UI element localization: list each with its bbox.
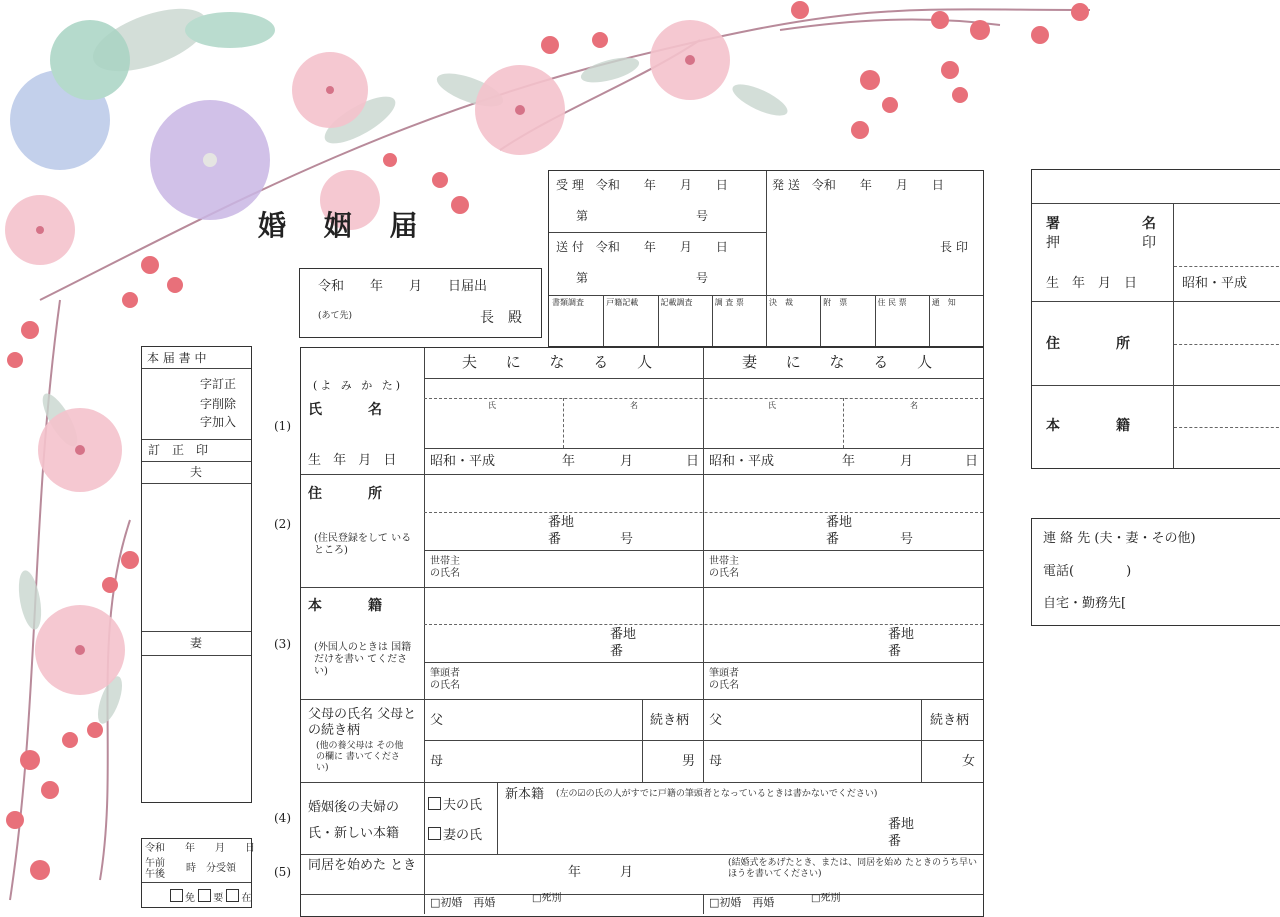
correction-item-2: 字削除 (200, 397, 237, 411)
filing-date[interactable]: 令和 年 月 日届出 (318, 279, 488, 294)
wife-birth-era[interactable]: 昭和・平成 (709, 454, 775, 469)
wife-ban: 番 (826, 532, 840, 547)
address-note: (住民登録をして いるところ) (314, 533, 412, 556)
husband-mother: 母 (430, 754, 444, 769)
receipt-am: 午前 (145, 858, 165, 869)
wife-banchi: 番地 (826, 515, 853, 530)
form-title: 婚 姻 届 (258, 209, 432, 242)
witness-sign-b: 名 (1142, 216, 1156, 232)
witness-sign-a: 署 (1046, 216, 1060, 232)
wife-birth-month: 月 (900, 454, 914, 469)
new-honseki-label: 新本籍 (505, 787, 545, 802)
address-label: 住 所 (308, 486, 388, 502)
husband-birth-month: 月 (620, 454, 634, 469)
reception-col-6: 住 民 票 (877, 298, 907, 307)
correction-wife: 妻 (190, 636, 203, 650)
addressee-label: (あて先) (318, 311, 353, 321)
husband-birth-year: 年 (562, 454, 576, 469)
reception-col-3: 調 査 票 (714, 298, 744, 307)
sofu-number: 第 号 (576, 271, 709, 285)
wife-death-option: □死別 (811, 893, 841, 904)
wife-go: 号 (900, 532, 914, 547)
husband-birth-day: 日 (686, 454, 700, 469)
chief-label[interactable]: 長 殿 (480, 310, 522, 326)
contact-label: 連 絡 先 (夫・妻・その他) (1043, 531, 1196, 546)
correction-header: 本 届 書 中 (147, 351, 207, 365)
wife-honseki-banchi: 番地 (888, 627, 915, 642)
husband-hitto: 筆頭者 の氏名 (430, 668, 460, 691)
cohabitation-label: 同居を始めた とき (308, 858, 417, 873)
receipt-checks: 免 要 在 (170, 889, 251, 904)
reading-label: (よ み か た) (313, 379, 404, 392)
wife-given-hint: 名 (910, 401, 918, 410)
hasso-line: 発 送 令和 年 月 日 (772, 178, 944, 192)
correction-item-3: 字加入 (200, 415, 237, 429)
husband-column-head: 夫 に な る 人 (462, 353, 665, 371)
row-number-1: (1) (274, 419, 291, 433)
witness-seal-a: 押 (1046, 235, 1060, 251)
wife-hitto: 筆頭者 の氏名 (709, 668, 739, 691)
new-surname-label: 婚姻後の夫婦の 氏・新しい本籍 (308, 800, 400, 841)
row-number-3: (3) (274, 637, 291, 651)
husband-death-option: □死別 (532, 893, 562, 904)
wife-relation: 続き柄 (930, 713, 970, 728)
contact-phone[interactable]: 電話( ) (1043, 564, 1132, 579)
receipt-pm: 午後 (145, 869, 165, 880)
wife-surname-option[interactable]: 妻の氏 (428, 827, 482, 842)
husband-marriage-history: □初婚 再婚 (430, 896, 496, 909)
new-honseki-ban: 番 (888, 834, 902, 849)
husband-household-head: 世帯主 の氏名 (430, 556, 460, 579)
husband-go: 号 (620, 532, 634, 547)
husband-ban: 番 (548, 532, 562, 547)
witness-address-label: 住 所 (1046, 336, 1130, 352)
wife-father: 父 (709, 713, 723, 728)
witness-honseki-label: 本 籍 (1046, 418, 1130, 434)
juri-number: 第 号 (576, 209, 709, 223)
honseki-label: 本 籍 (308, 598, 388, 614)
receipt-time: 時 分受領 (186, 863, 236, 874)
reception-col-5: 附 票 (823, 298, 848, 307)
husband-surname-hint: 氏 (488, 401, 496, 410)
honseki-note: (外国人のときは 国籍だけを書い てください) (314, 642, 412, 677)
parents-note: (他の養父母は その他の欄に 書いてください) (316, 741, 404, 773)
wife-birth-year: 年 (842, 454, 856, 469)
wife-honseki-ban: 番 (888, 644, 902, 659)
wife-name-field[interactable] (705, 400, 981, 446)
correction-husband: 夫 (190, 465, 203, 479)
witness-seal-b: 印 (1142, 235, 1156, 251)
name-label: 氏 名 (308, 402, 388, 418)
reception-col-1: 戸籍記載 (606, 298, 639, 307)
row-number-4: (4) (274, 811, 291, 825)
cohabitation-date[interactable]: 年 月 (568, 865, 634, 880)
husband-name-field[interactable] (426, 400, 701, 446)
row-number-2: (2) (274, 517, 291, 531)
cohabitation-note: (結婚式をあげたとき、または、同居を始め たときのうち早いほうを書いてください) (728, 858, 978, 879)
husband-banchi: 番地 (548, 515, 575, 530)
wife-column-head: 妻 に な る 人 (742, 353, 945, 371)
husband-relation: 続き柄 (650, 713, 690, 728)
chouin-label: 長 印 (940, 240, 968, 254)
wife-female: 女 (962, 754, 976, 769)
reception-col-7: 通 知 (931, 298, 956, 307)
husband-father: 父 (430, 713, 444, 728)
witness-birth-era[interactable]: 昭和・平成 (1182, 276, 1248, 291)
witness-birth-label: 生 年 月 日 (1046, 276, 1138, 291)
new-honseki-banchi: 番地 (888, 817, 915, 832)
receipt-date: 令和 年 月 日 (145, 843, 255, 854)
wife-marriage-history: □初婚 再婚 (709, 896, 775, 909)
reception-col-2: 記載調査 (660, 298, 693, 307)
wife-mother: 母 (709, 754, 723, 769)
reception-col-0: 書類調査 (552, 298, 584, 307)
wife-household-head: 世帯主 の氏名 (709, 556, 739, 579)
correction-item-1: 字訂正 (200, 377, 237, 391)
husband-birth-era[interactable]: 昭和・平成 (430, 454, 496, 469)
row-number-5: (5) (274, 865, 291, 879)
wife-birth-day: 日 (965, 454, 979, 469)
sofu-line: 送 付 令和 年 月 日 (556, 240, 728, 254)
juri-line: 受 理 令和 年 月 日 (556, 178, 728, 192)
husband-honseki-ban: 番 (610, 644, 624, 659)
contact-place[interactable]: 自宅・勤務先[ (1043, 596, 1127, 611)
husband-given-hint: 名 (630, 401, 638, 410)
correction-seal-label: 訂 正 印 (148, 443, 209, 457)
reception-col-4: 決 裁 (769, 298, 793, 307)
husband-male: 男 (682, 754, 696, 769)
husband-honseki-banchi: 番地 (610, 627, 637, 642)
husband-surname-option[interactable]: 夫の氏 (428, 797, 482, 812)
wife-surname-hint: 氏 (768, 401, 776, 410)
new-honseki-note: (左の☑の氏の人がすでに戸籍の筆頭者となっているときは書かないでください) (556, 789, 878, 799)
parents-label: 父母の氏名 父母との続き柄 (308, 707, 417, 738)
birth-label: 生 年 月 日 (308, 453, 401, 468)
